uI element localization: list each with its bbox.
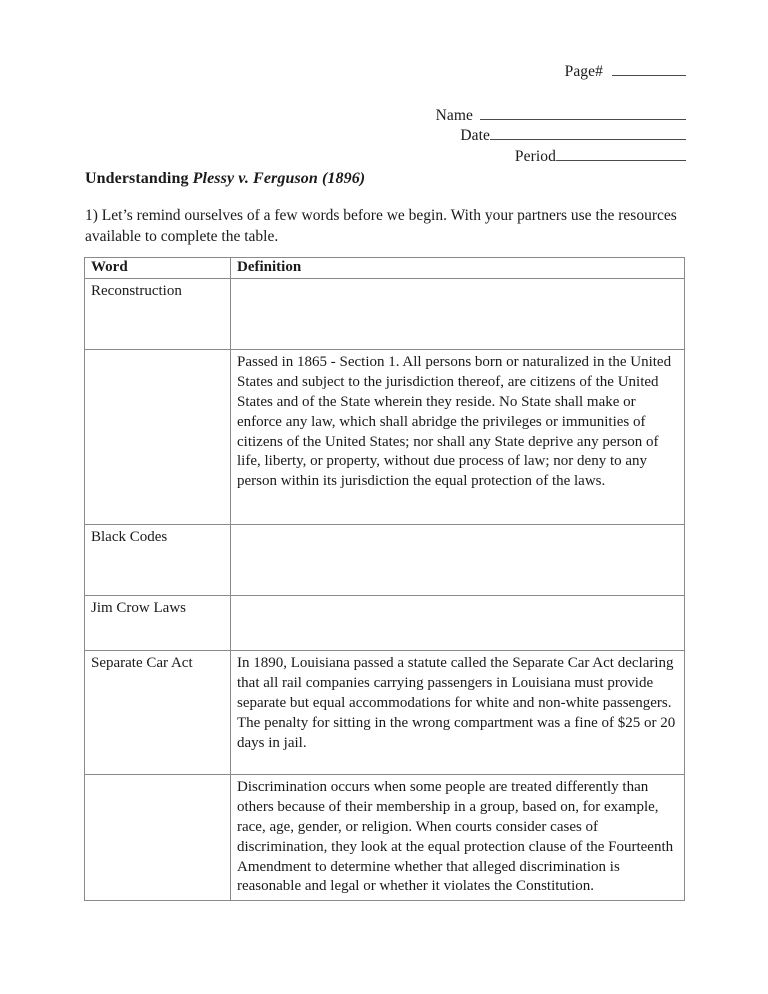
word-cell: Black Codes [85,524,231,595]
table-row [85,524,685,595]
definition-cell: In 1890, Louisiana passed a statute called the Separate Car Act declaring that all rail companies carrying passengers in Louisiana must provide separate but equal accommodations for white and non-white passengers. The penalty for sitting in the wrong compartment was a fine of $25 or 20 days in jail. [231,650,685,774]
period-blank[interactable] [556,147,686,161]
title-case-name: Plessy v. Ferguson (1896) [192,170,366,187]
student-header-block [0,62,686,164]
question-1-text: 1) Let’s remind ourselves of a few words before we begin. With your partners use the resources available to complete the table. [85,207,677,245]
date-blank[interactable] [490,126,686,140]
table-row [85,278,685,349]
word-cell: Reconstruction [85,278,231,349]
period-label: Period [514,147,556,165]
word-cell[interactable] [85,774,231,901]
title-prefix: Understanding [85,170,189,187]
table-row [85,774,685,901]
vocabulary-table [84,257,685,901]
table-row [85,349,685,524]
page-title [85,170,365,188]
definition-cell[interactable] [231,595,685,650]
date-label: Date [460,127,490,144]
page-number-label: Page# [564,63,603,80]
period-line [0,147,686,165]
definition-cell[interactable] [231,524,685,595]
table-row [85,650,685,774]
page-number-line [0,62,686,80]
name-blank[interactable] [480,106,686,120]
table-row [85,595,685,650]
table-header-row [85,258,685,279]
definition-cell: Passed in 1865 - Section 1. All persons born or naturalized in the United States and subject to the jurisdiction thereof, are citizens of the United States and of the State wherein they reside. No State shall make or enforce any law, which shall abridge the privileges or immunities of citizens of the United States; nor shall any State deprive any person of life, liberty, or property, without due process of law; nor deny to any person within its jurisdiction the equal protection of the laws. [231,349,685,524]
name-line [0,106,686,124]
definition-cell[interactable] [231,278,685,349]
page-number-blank[interactable] [612,62,686,76]
word-cell: Separate Car Act [85,650,231,774]
column-header-definition: Definition [231,258,685,279]
name-label: Name [435,106,473,124]
column-header-word: Word [85,258,231,279]
date-line [0,126,686,144]
word-cell: Jim Crow Laws [85,595,231,650]
definition-cell: Discrimination occurs when some people are treated differently than others because of their membership in a group, based on, for example, race, age, gender, or religion. When courts consider cases of discrimination, they look at the equal protection clause of the Fourteenth Amendment to determine whether that alleged discrimination is reasonable and legal or whether it violates the Constitution. [231,774,685,901]
word-cell[interactable] [85,349,231,524]
